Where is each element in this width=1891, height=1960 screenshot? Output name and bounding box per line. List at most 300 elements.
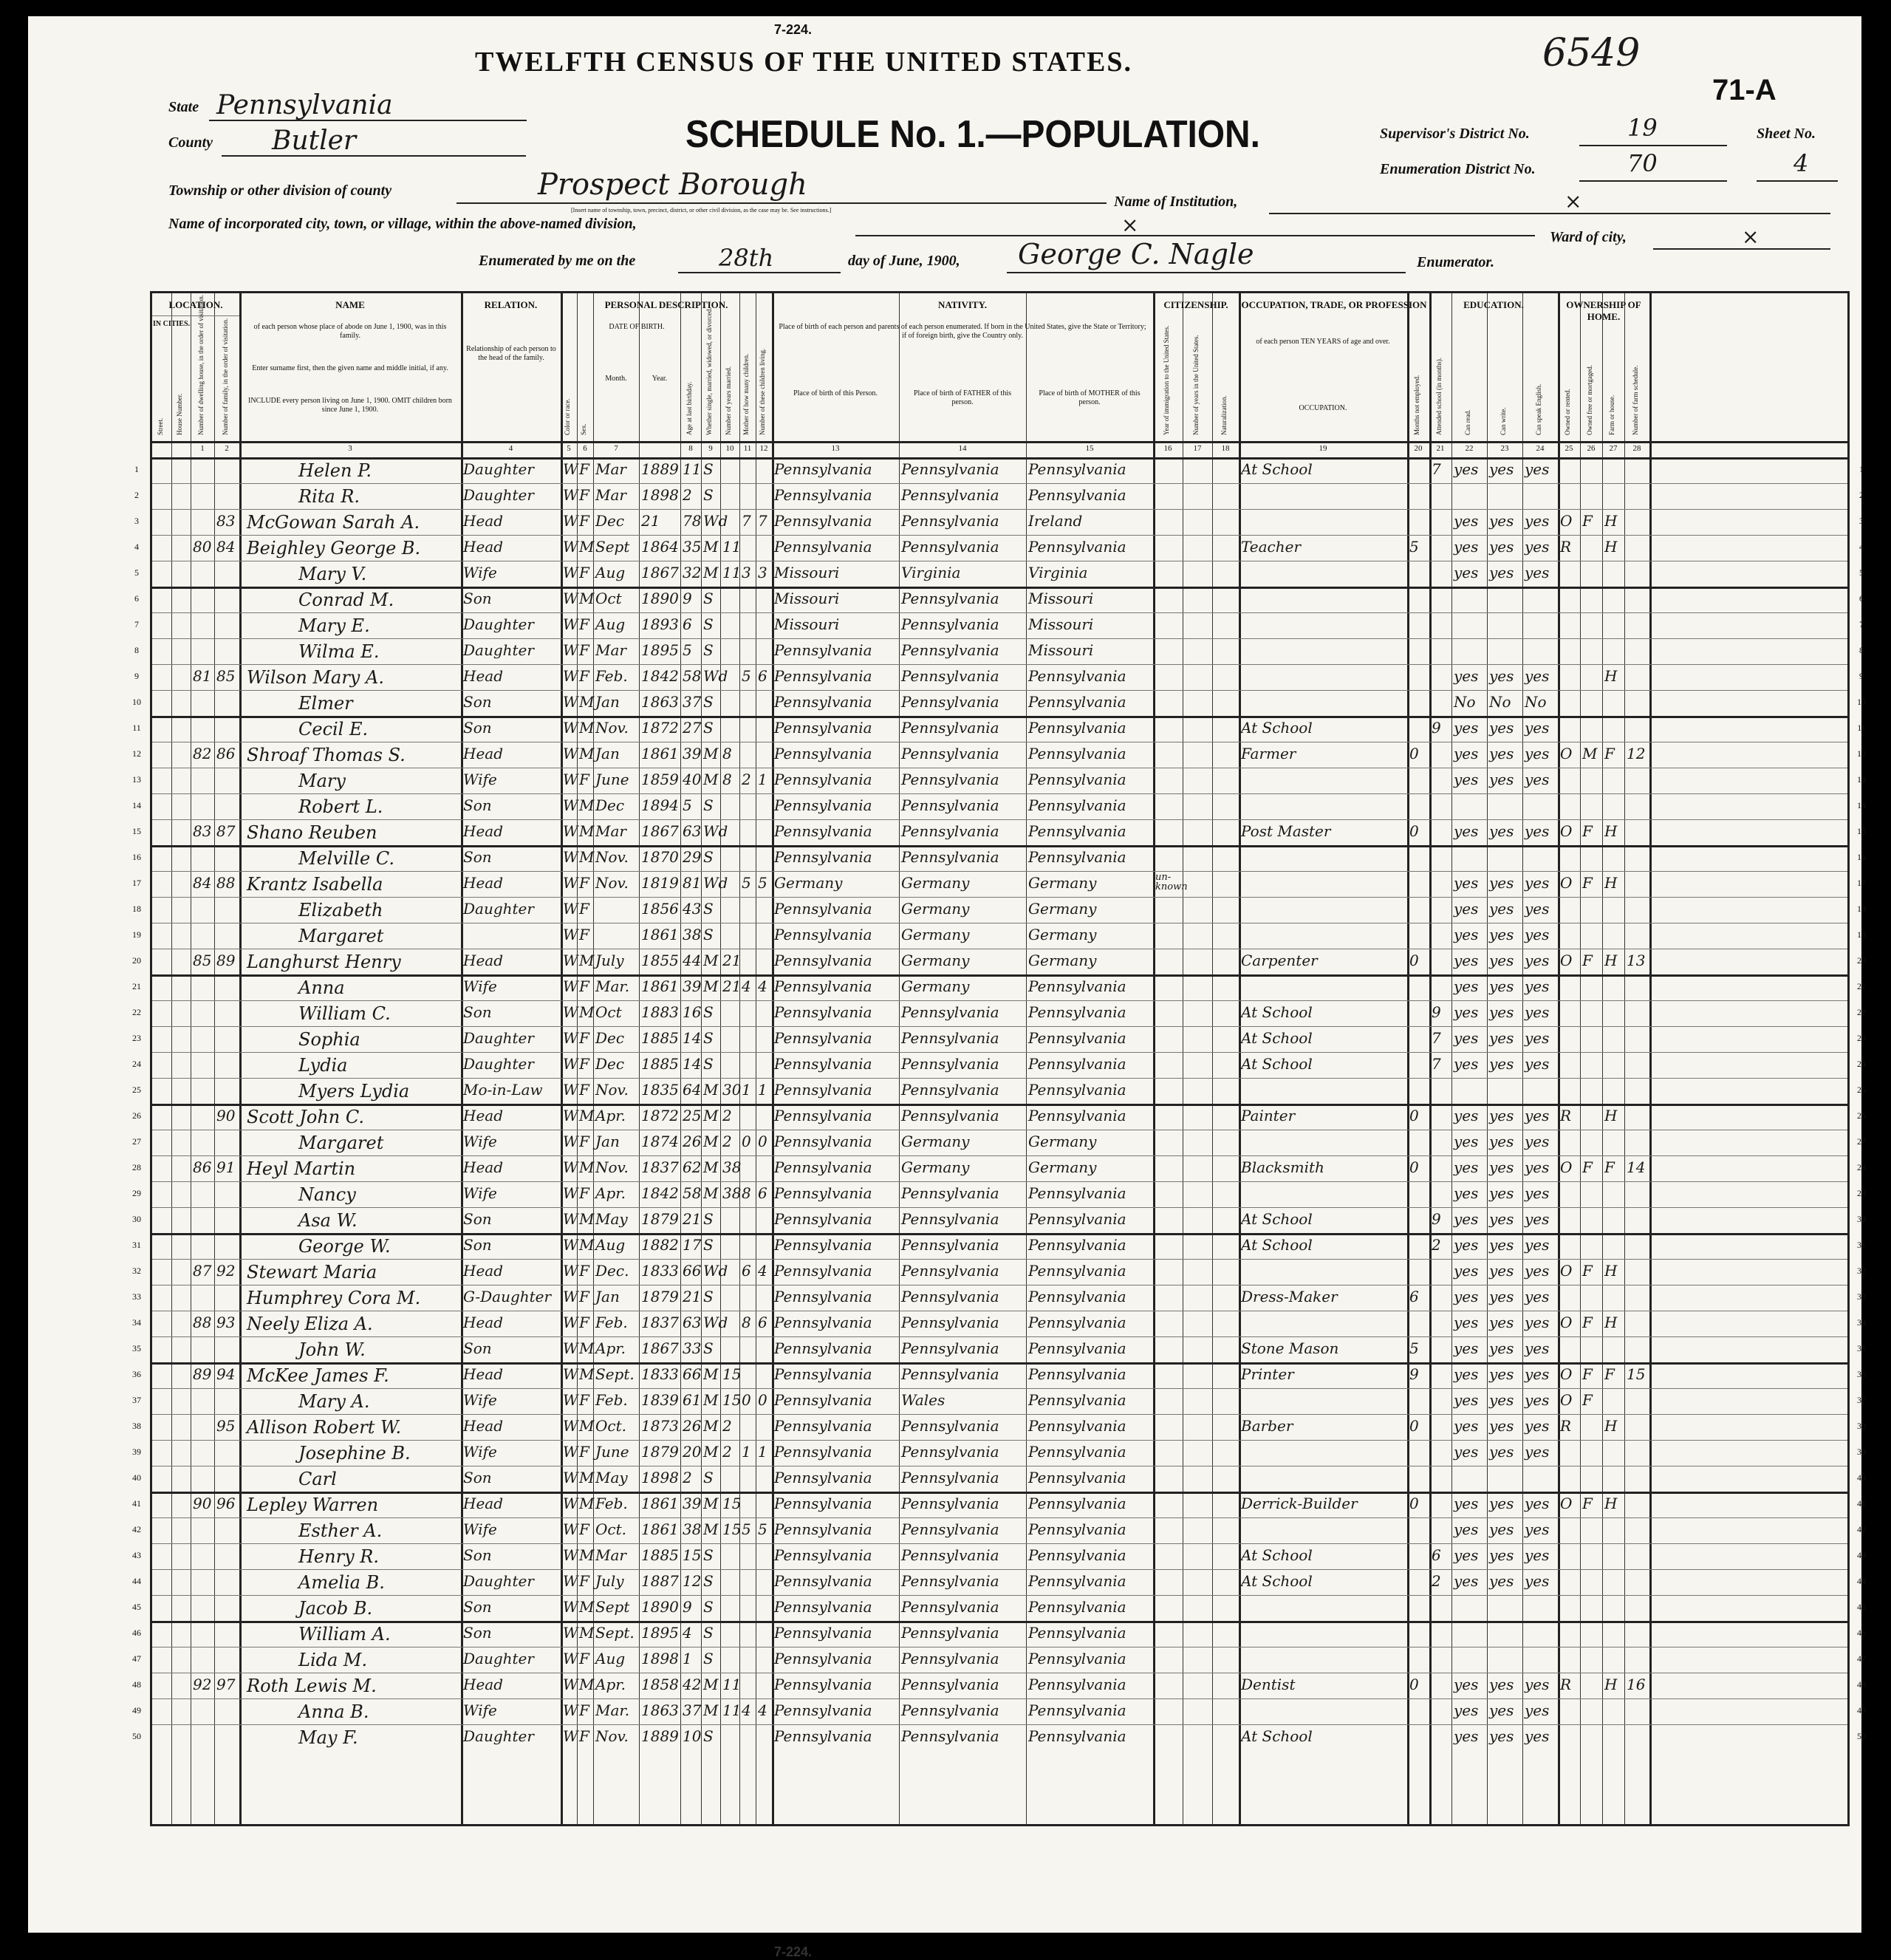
cell-wr: yes — [1489, 900, 1514, 918]
city-label: Name of incorporated city, town, or village, within the above-named division, — [168, 216, 637, 232]
cell-yr: 1872 — [641, 1107, 679, 1124]
cell-rel: Son — [463, 1236, 492, 1254]
cell-name: William C. — [298, 1003, 391, 1024]
cell-fm: F — [1582, 952, 1593, 969]
cell-yr: 1861 — [641, 745, 679, 762]
row-rule — [152, 819, 1847, 820]
header-naturalization: Naturalization. — [1220, 395, 1228, 435]
cell-yr: 1898 — [641, 486, 679, 504]
cell-col: W — [563, 1210, 578, 1228]
cell-mo: Mar — [595, 1546, 626, 1564]
census-sheet — [28, 16, 1866, 1959]
cell-ym: 2 — [722, 1443, 732, 1461]
cell-sch: 14 — [1627, 1158, 1646, 1176]
cell-bp: Pennsylvania — [774, 1443, 872, 1461]
cell-bm: Pennsylvania — [1028, 719, 1126, 737]
cell-en: yes — [1525, 1546, 1550, 1564]
header-subrule — [152, 315, 239, 316]
cell-rel: Head — [463, 1495, 504, 1512]
cell-bm: Pennsylvania — [1028, 1598, 1126, 1616]
cell-en: yes — [1525, 822, 1550, 840]
cell-en: yes — [1525, 1676, 1550, 1693]
cell-rel: Head — [463, 745, 504, 762]
cell-bp: Pennsylvania — [774, 1055, 872, 1073]
column-number: 7 — [614, 444, 618, 453]
row-number-left: 46 — [132, 1628, 141, 1638]
cell-ms: S — [703, 641, 714, 659]
cell-col: W — [563, 538, 578, 556]
cell-wr: yes — [1489, 460, 1514, 478]
enumerated-day: 28th — [719, 244, 774, 272]
cell-col: W — [563, 1727, 578, 1745]
cell-mo: Feb. — [595, 1391, 628, 1409]
cell-wr: yes — [1489, 1520, 1514, 1538]
cell-bp: Pennsylvania — [774, 667, 872, 685]
cell-ms: S — [703, 1288, 714, 1305]
cell-rd: yes — [1454, 952, 1479, 969]
cell-rel: Son — [463, 1546, 492, 1564]
row-rule — [152, 1336, 1847, 1337]
in-cities-header: IN CITIES. — [152, 320, 191, 328]
cell-wr: yes — [1489, 1158, 1514, 1176]
cell-bp: Pennsylvania — [774, 822, 872, 840]
cell-mne: 0 — [1409, 1417, 1419, 1435]
enumeration-label: Enumeration District No. — [1380, 161, 1536, 177]
cell-yr: 1837 — [641, 1314, 679, 1331]
cell-mc: 0 — [742, 1391, 751, 1409]
cell-occ: Carpenter — [1241, 952, 1318, 969]
cell-age: 4 — [683, 1624, 692, 1642]
cell-mo: Apr. — [595, 1339, 626, 1357]
cell-bp: Pennsylvania — [774, 1210, 872, 1228]
cell-mne: 0 — [1409, 1158, 1419, 1176]
row-number-left: 5 — [134, 567, 139, 578]
cell-age: 64 — [683, 1081, 702, 1099]
cell-rd: yes — [1454, 1391, 1479, 1409]
row-rule — [152, 483, 1847, 484]
row-number-left: 45 — [132, 1602, 141, 1612]
cell-bf: Pennsylvania — [901, 1520, 999, 1538]
cell-wr: yes — [1489, 564, 1514, 581]
row-number-left: 30 — [132, 1214, 141, 1224]
cell-cl: 1 — [758, 771, 767, 788]
cell-age: 17 — [683, 1236, 702, 1254]
header-date-of-birth: DATE OF BIRTH. — [609, 323, 665, 331]
cell-name: Melville C. — [298, 848, 395, 869]
cell-dw: 89 — [193, 1365, 212, 1383]
cell-name: Mary E. — [298, 615, 370, 636]
cell-sex: F — [579, 1391, 589, 1409]
cell-col: W — [563, 641, 578, 659]
cell-mc: 2 — [742, 771, 751, 788]
cell-ms: S — [703, 590, 714, 607]
state-label: State — [168, 99, 199, 115]
row-number-right: 5 — [1859, 567, 1864, 578]
row-number-left: 33 — [132, 1291, 141, 1302]
cell-bf: Pennsylvania — [901, 719, 999, 737]
row-number-right: 32 — [1857, 1266, 1866, 1276]
row-rule — [152, 664, 1847, 665]
row-number-left: 17 — [132, 878, 141, 888]
cell-mo: Aug — [595, 615, 626, 633]
institution-label: Name of Institution, — [1114, 194, 1238, 210]
cell-col: W — [563, 1055, 578, 1073]
cell-rel: Son — [463, 796, 492, 814]
cell-col: W — [563, 1598, 578, 1616]
row-number-left: 27 — [132, 1136, 141, 1147]
cell-ms: M — [703, 1158, 719, 1176]
cell-name: Lepley Warren — [247, 1495, 379, 1515]
row-number-right: 16 — [1857, 852, 1866, 862]
cell-yr: 1898 — [641, 1469, 679, 1486]
cell-col: W — [563, 1469, 578, 1486]
cell-age: 1 — [683, 1650, 692, 1667]
cell-bm: Pennsylvania — [1028, 460, 1126, 478]
cell-bm: Pennsylvania — [1028, 1727, 1126, 1745]
cell-yr: 1837 — [641, 1158, 679, 1176]
row-number-right: 37 — [1857, 1395, 1866, 1405]
cell-bf: Germany — [901, 900, 970, 918]
cell-mo: Sept. — [595, 1365, 635, 1383]
header-nativity: Place of birth of each person and parents of each person enumerated. If born in the United States, give the State or Territory; if of foreign birth, give the Country only. — [779, 323, 1146, 340]
cell-ms: S — [703, 1598, 714, 1616]
row-number-right: 30 — [1857, 1214, 1866, 1224]
cell-mo: Oct. — [595, 1417, 626, 1435]
cell-fam: 91 — [216, 1158, 236, 1176]
cell-yr: 1835 — [641, 1081, 679, 1099]
cell-en: yes — [1525, 1210, 1550, 1228]
cell-mo: Dec — [595, 512, 625, 530]
cell-en: yes — [1525, 1262, 1550, 1280]
cell-bf: Pennsylvania — [901, 1546, 999, 1564]
cell-yr: 1879 — [641, 1443, 679, 1461]
cell-fm: F — [1582, 874, 1593, 892]
row-number-right: 21 — [1857, 981, 1866, 991]
cell-bp: Pennsylvania — [774, 1365, 872, 1383]
column-number: 13 — [831, 444, 840, 453]
cell-own: O — [1560, 1314, 1573, 1331]
cell-ms: S — [703, 1727, 714, 1745]
cell-ym: 11 — [722, 538, 742, 556]
cell-bm: Pennsylvania — [1028, 822, 1126, 840]
cell-age: 25 — [683, 1107, 702, 1124]
cell-rel: Wife — [463, 1443, 497, 1461]
cell-own: O — [1560, 1262, 1573, 1280]
cell-age: 63 — [683, 1314, 702, 1331]
cell-rel: Son — [463, 1210, 492, 1228]
cell-bm: Ireland — [1028, 512, 1083, 530]
cell-rel: Wife — [463, 1701, 497, 1719]
cell-ms: S — [703, 1055, 714, 1073]
group-header-education: EDUCATION. — [1463, 299, 1524, 310]
cell-bf: Pennsylvania — [901, 1495, 999, 1512]
cell-age: 21 — [683, 1210, 702, 1228]
ward-label: Ward of city, — [1550, 229, 1627, 245]
cell-yr: 1858 — [641, 1676, 679, 1693]
row-rule — [152, 690, 1847, 691]
cell-occ: Printer — [1241, 1365, 1294, 1383]
cell-col: W — [563, 719, 578, 737]
cell-name: Beighley George B. — [247, 538, 421, 559]
row-number-left: 29 — [132, 1188, 141, 1198]
column-number: 9 — [708, 444, 713, 453]
group-header-ownership: OWNERSHIP OF HOME. — [1566, 299, 1641, 322]
cell-col: W — [563, 564, 578, 581]
cell-en: yes — [1525, 1029, 1550, 1047]
cell-sex: M — [579, 1495, 595, 1512]
cell-sex: M — [579, 1417, 595, 1435]
cell-bp: Pennsylvania — [774, 900, 872, 918]
cell-rd: yes — [1454, 719, 1479, 737]
column-number: 15 — [1085, 444, 1094, 453]
cell-ms: S — [703, 693, 714, 711]
cell-col: W — [563, 1701, 578, 1719]
cell-bf: Pennsylvania — [901, 1184, 999, 1202]
cell-mc: 5 — [742, 874, 751, 892]
cell-bf: Pennsylvania — [901, 1417, 999, 1435]
township-value: Prospect Borough — [538, 168, 807, 202]
header-months-unemployed: Months not employed. — [1413, 375, 1420, 435]
row-rule — [152, 1569, 1847, 1570]
cell-wr: yes — [1489, 538, 1514, 556]
cell-mo: Apr. — [595, 1676, 626, 1693]
cell-rel: Wife — [463, 1520, 497, 1538]
column-number: 1 — [200, 444, 205, 453]
cell-fam: 93 — [216, 1314, 236, 1331]
cell-dw: 80 — [193, 538, 212, 556]
cell-att: 2 — [1432, 1236, 1441, 1254]
cell-att: 2 — [1432, 1572, 1441, 1590]
cell-ms: M — [703, 1676, 719, 1693]
column-number: 21 — [1436, 444, 1445, 453]
cell-own: O — [1560, 1365, 1573, 1383]
cell-mo: Mar — [595, 460, 626, 478]
cell-wr: yes — [1489, 1495, 1514, 1512]
cell-own: O — [1560, 822, 1573, 840]
row-number-right: 43 — [1857, 1550, 1866, 1560]
cell-own: O — [1560, 1391, 1573, 1409]
cell-bm: Pennsylvania — [1028, 1288, 1126, 1305]
cell-col: W — [563, 1003, 578, 1021]
cell-occ: Stone Mason — [1241, 1339, 1339, 1357]
cell-rel: Wife — [463, 1184, 497, 1202]
row-number-right: 39 — [1857, 1447, 1866, 1457]
cell-ym: 2 — [722, 1133, 732, 1150]
header-name-note: Enter surname first, then the given name and middle initial, if any. — [252, 364, 448, 372]
cell-own: O — [1560, 874, 1573, 892]
row-number-left: 28 — [132, 1162, 141, 1172]
cell-occ: Derrick-Builder — [1241, 1495, 1358, 1512]
cell-name: Cecil E. — [298, 719, 369, 740]
cell-mo: Mar. — [595, 977, 630, 995]
cell-sex: M — [579, 1598, 595, 1616]
cell-sex: F — [579, 667, 589, 685]
cell-bp: Pennsylvania — [774, 1598, 872, 1616]
row-rule — [152, 1517, 1847, 1518]
cell-fh: H — [1604, 538, 1618, 556]
cell-rel: Daughter — [463, 1055, 534, 1073]
cell-sex: F — [579, 1443, 589, 1461]
cell-ym: 38 — [722, 1158, 742, 1176]
cell-mc: 1 — [742, 1081, 751, 1099]
cell-bp: Pennsylvania — [774, 977, 872, 995]
cell-ms: M — [703, 977, 719, 995]
cell-rel: Head — [463, 1365, 504, 1383]
cell-bm: Pennsylvania — [1028, 538, 1126, 556]
cell-own: R — [1560, 1107, 1572, 1124]
header-farm-schedule: Number of farm schedule. — [1632, 365, 1639, 435]
cell-sex: M — [579, 1107, 595, 1124]
cell-age: 61 — [683, 1391, 702, 1409]
sheet-code: 71-A — [1712, 74, 1777, 106]
header-rule — [152, 441, 1847, 443]
cell-en: yes — [1525, 1314, 1550, 1331]
row-number-left: 8 — [134, 645, 139, 655]
enumerated-mid: day of June, 1900, — [848, 253, 960, 269]
cell-en: No — [1525, 693, 1547, 711]
row-number-left: 26 — [132, 1110, 141, 1121]
header-name: of each person whose place of abode on June 1, 1900, was in this family. — [253, 323, 447, 340]
cell-bf: Pennsylvania — [901, 1598, 999, 1616]
cell-mo: Mar — [595, 641, 626, 659]
cell-occ: At School — [1241, 1210, 1313, 1228]
cell-att: 7 — [1432, 460, 1441, 478]
cell-mne: 0 — [1409, 822, 1419, 840]
cell-bp: Missouri — [774, 615, 840, 633]
cell-age: 10 — [683, 1727, 702, 1745]
row-number-left: 42 — [132, 1524, 141, 1534]
cell-mo: Feb. — [595, 667, 628, 685]
header-immigration: Year of immigration to the United States. — [1163, 325, 1170, 435]
cell-col: W — [563, 590, 578, 607]
row-number-right: 12 — [1857, 748, 1866, 759]
cell-rel: Head — [463, 1314, 504, 1331]
cell-col: W — [563, 952, 578, 969]
cell-col: W — [563, 1624, 578, 1642]
row-rule — [152, 897, 1847, 898]
cell-age: 12 — [683, 1572, 702, 1590]
cell-sex: F — [579, 926, 589, 943]
row-number-right: 33 — [1857, 1291, 1866, 1302]
cell-wr: yes — [1489, 512, 1514, 530]
cell-age: 16 — [683, 1003, 702, 1021]
cell-sex: F — [579, 771, 589, 788]
cell-yr: 1861 — [641, 1495, 679, 1512]
cell-bf: Pennsylvania — [901, 1650, 999, 1667]
cell-yr: 1842 — [641, 1184, 679, 1202]
cell-mo: Jan — [595, 1133, 620, 1150]
row-number-left: 10 — [132, 697, 141, 707]
row-number-left: 49 — [132, 1705, 141, 1715]
cell-yr: 1864 — [641, 538, 679, 556]
cell-rel: Head — [463, 1417, 504, 1435]
row-number-right: 29 — [1857, 1188, 1866, 1198]
header-free-mortgaged: Owned free or mortgaged. — [1586, 365, 1593, 435]
cell-bf: Pennsylvania — [901, 1624, 999, 1642]
cell-en: yes — [1525, 977, 1550, 995]
cell-bp: Pennsylvania — [774, 641, 872, 659]
cell-ym: 21 — [722, 977, 742, 995]
cell-yr: 1890 — [641, 1598, 679, 1616]
cell-age: 58 — [683, 667, 702, 685]
header-can-read: Can read. — [1464, 409, 1471, 435]
cell-dw: 86 — [193, 1158, 212, 1176]
row-number-left: 36 — [132, 1369, 141, 1379]
cell-mne: 0 — [1409, 1495, 1419, 1512]
cell-bm: Missouri — [1028, 615, 1094, 633]
cell-cit: un-known — [1155, 872, 1188, 892]
cell-ms: S — [703, 1469, 714, 1486]
cell-dw: 88 — [193, 1314, 212, 1331]
column-number: 27 — [1609, 444, 1618, 453]
cell-rd: yes — [1454, 1288, 1479, 1305]
cell-rd: yes — [1454, 538, 1479, 556]
row-number-right: 44 — [1857, 1576, 1866, 1586]
cell-rel: Daughter — [463, 486, 534, 504]
row-rule — [152, 1440, 1847, 1441]
cell-mo: Jan — [595, 693, 620, 711]
row-rule — [152, 716, 1847, 718]
cell-mo: Sept — [595, 538, 630, 556]
cell-en: yes — [1525, 745, 1550, 762]
cell-fm: F — [1582, 512, 1593, 530]
cell-col: W — [563, 1158, 578, 1176]
cell-wr: yes — [1489, 1443, 1514, 1461]
cell-en: yes — [1525, 874, 1550, 892]
cell-wr: yes — [1489, 952, 1514, 969]
cell-yr: 1867 — [641, 1339, 679, 1357]
cell-bf: Pennsylvania — [901, 1469, 999, 1486]
cell-mo: Feb. — [595, 1314, 628, 1331]
cell-bp: Pennsylvania — [774, 719, 872, 737]
cell-rd: yes — [1454, 1676, 1479, 1693]
cell-ms: S — [703, 848, 714, 866]
cell-en: yes — [1525, 512, 1550, 530]
row-number-right: 28 — [1857, 1162, 1866, 1172]
cell-age: 9 — [683, 590, 692, 607]
cell-name: Henry R. — [298, 1546, 379, 1567]
cell-mo: Apr. — [595, 1107, 626, 1124]
cell-yr: 1833 — [641, 1262, 679, 1280]
cell-yr: 1885 — [641, 1055, 679, 1073]
row-number-left: 15 — [132, 826, 141, 836]
row-number-left: 21 — [132, 981, 141, 991]
cell-rd: yes — [1454, 822, 1479, 840]
cell-rd: yes — [1454, 1003, 1479, 1021]
cell-mo: July — [595, 1572, 624, 1590]
cell-yr: 1819 — [641, 874, 679, 892]
cell-own: R — [1560, 1676, 1572, 1693]
column-number: 25 — [1565, 444, 1573, 453]
cell-mo: Feb. — [595, 1495, 628, 1512]
row-rule — [152, 638, 1847, 639]
cell-yr: 21 — [641, 512, 660, 530]
cell-wr: yes — [1489, 1314, 1514, 1331]
cell-wr: yes — [1489, 1210, 1514, 1228]
cell-rd: yes — [1454, 771, 1479, 788]
cell-bf: Pennsylvania — [901, 1701, 999, 1719]
cell-bm: Pennsylvania — [1028, 1081, 1126, 1099]
cell-name: Humphrey Cora M. — [247, 1288, 421, 1308]
cell-name: Asa W. — [298, 1210, 358, 1231]
header-occupation-desc: of each person TEN YEARS of age and over. — [1256, 338, 1390, 346]
cell-rd: yes — [1454, 460, 1479, 478]
cell-bf: Pennsylvania — [901, 1029, 999, 1047]
header-can-speak-english: Can speak English. — [1535, 383, 1542, 435]
cell-occ: At School — [1241, 1727, 1313, 1745]
cell-occ: Post Master — [1241, 822, 1331, 840]
row-number-right: 36 — [1857, 1369, 1866, 1379]
